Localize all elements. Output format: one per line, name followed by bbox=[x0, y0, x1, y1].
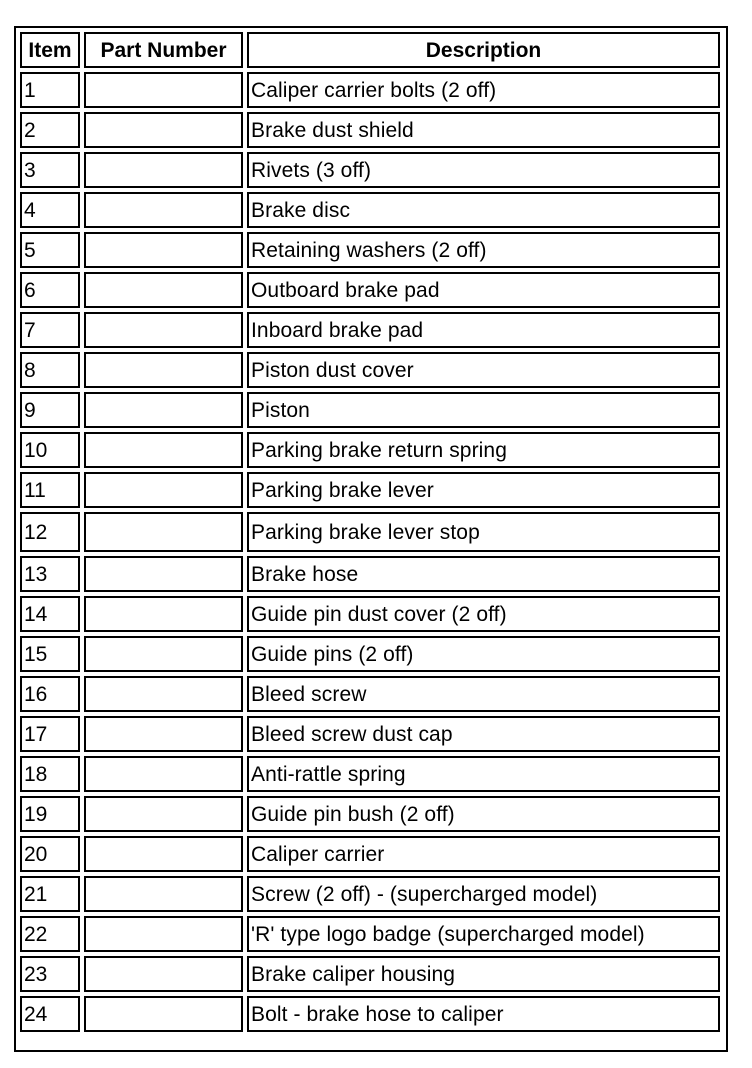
table-header-row bbox=[20, 32, 720, 68]
part-number-cell bbox=[84, 876, 243, 912]
part-number-cell bbox=[84, 512, 243, 552]
table-row bbox=[20, 232, 720, 268]
description-cell: Retaining washers (2 off) bbox=[247, 232, 720, 268]
item-number-cell: 18 bbox=[20, 756, 80, 792]
item-number-cell: 7 bbox=[20, 312, 80, 348]
item-number-cell: 6 bbox=[20, 272, 80, 308]
table-row bbox=[20, 956, 720, 992]
part-number-cell bbox=[84, 312, 243, 348]
description-cell: Guide pins (2 off) bbox=[247, 636, 720, 672]
item-number-cell: 10 bbox=[20, 432, 80, 468]
item-number-cell: 21 bbox=[20, 876, 80, 912]
item-number-cell: 22 bbox=[20, 916, 80, 952]
table-row bbox=[20, 272, 720, 308]
item-number-cell: 2 bbox=[20, 112, 80, 148]
part-number-cell bbox=[84, 836, 243, 872]
item-number-cell: 15 bbox=[20, 636, 80, 672]
table-row bbox=[20, 836, 720, 872]
description-cell: Piston dust cover bbox=[247, 352, 720, 388]
table-row bbox=[20, 72, 720, 108]
item-number-cell: 20 bbox=[20, 836, 80, 872]
description-cell: Caliper carrier bbox=[247, 836, 720, 872]
table-row bbox=[20, 432, 720, 468]
description-cell: Screw (2 off) - (supercharged model) bbox=[247, 876, 720, 912]
table-row bbox=[20, 556, 720, 592]
table-row bbox=[20, 676, 720, 712]
description-cell: Piston bbox=[247, 392, 720, 428]
item-number-cell: 16 bbox=[20, 676, 80, 712]
item-number-cell: 12 bbox=[20, 512, 80, 552]
description-cell: Parking brake lever stop bbox=[247, 512, 720, 552]
part-number-cell bbox=[84, 272, 243, 308]
table-row bbox=[20, 636, 720, 672]
item-number-cell: 24 bbox=[20, 996, 80, 1032]
item-number-cell: 1 bbox=[20, 72, 80, 108]
item-number-cell: 8 bbox=[20, 352, 80, 388]
item-number-cell: 13 bbox=[20, 556, 80, 592]
table-row bbox=[20, 472, 720, 508]
part-number-cell bbox=[84, 556, 243, 592]
part-number-cell bbox=[84, 716, 243, 752]
table-row bbox=[20, 512, 720, 552]
table-row bbox=[20, 916, 720, 952]
item-number-cell: 9 bbox=[20, 392, 80, 428]
table-row bbox=[20, 112, 720, 148]
description-cell: Parking brake return spring bbox=[247, 432, 720, 468]
table-row bbox=[20, 352, 720, 388]
parts-table-frame bbox=[14, 26, 728, 1052]
item-number-cell: 11 bbox=[20, 472, 80, 508]
description-cell: Bolt - brake hose to caliper bbox=[247, 996, 720, 1032]
part-number-cell bbox=[84, 916, 243, 952]
item-number-cell: 17 bbox=[20, 716, 80, 752]
item-number-cell: 14 bbox=[20, 596, 80, 632]
part-number-cell bbox=[84, 756, 243, 792]
item-number-cell: 5 bbox=[20, 232, 80, 268]
description-cell: Caliper carrier bolts (2 off) bbox=[247, 72, 720, 108]
part-number-cell bbox=[84, 676, 243, 712]
table-row bbox=[20, 312, 720, 348]
part-number-cell bbox=[84, 232, 243, 268]
part-number-cell bbox=[84, 392, 243, 428]
table-row bbox=[20, 392, 720, 428]
description-cell: Bleed screw dust cap bbox=[247, 716, 720, 752]
table-row bbox=[20, 756, 720, 792]
column-header-item: Item bbox=[20, 32, 80, 68]
part-number-cell bbox=[84, 596, 243, 632]
part-number-cell bbox=[84, 352, 243, 388]
table-row bbox=[20, 796, 720, 832]
column-header-description: Description bbox=[247, 32, 720, 68]
description-cell: Brake dust shield bbox=[247, 112, 720, 148]
part-number-cell bbox=[84, 192, 243, 228]
part-number-cell bbox=[84, 956, 243, 992]
table-row bbox=[20, 152, 720, 188]
description-cell: Brake hose bbox=[247, 556, 720, 592]
table-row bbox=[20, 876, 720, 912]
table-row bbox=[20, 192, 720, 228]
part-number-cell bbox=[84, 636, 243, 672]
description-cell: Inboard brake pad bbox=[247, 312, 720, 348]
item-number-cell: 23 bbox=[20, 956, 80, 992]
item-number-cell: 19 bbox=[20, 796, 80, 832]
item-number-cell: 4 bbox=[20, 192, 80, 228]
description-cell: Bleed screw bbox=[247, 676, 720, 712]
table-row bbox=[20, 596, 720, 632]
table-row bbox=[20, 996, 720, 1032]
description-cell: Brake caliper housing bbox=[247, 956, 720, 992]
part-number-cell bbox=[84, 796, 243, 832]
part-number-cell bbox=[84, 152, 243, 188]
table-row bbox=[20, 716, 720, 752]
description-cell: 'R' type logo badge (supercharged model) bbox=[247, 916, 720, 952]
item-number-cell: 3 bbox=[20, 152, 80, 188]
part-number-cell bbox=[84, 432, 243, 468]
parts-table bbox=[16, 28, 724, 1036]
description-cell: Parking brake lever bbox=[247, 472, 720, 508]
description-cell: Guide pin bush (2 off) bbox=[247, 796, 720, 832]
description-cell: Anti-rattle spring bbox=[247, 756, 720, 792]
description-cell: Outboard brake pad bbox=[247, 272, 720, 308]
part-number-cell bbox=[84, 472, 243, 508]
part-number-cell bbox=[84, 996, 243, 1032]
part-number-cell bbox=[84, 112, 243, 148]
table-body bbox=[20, 72, 720, 1032]
description-cell: Brake disc bbox=[247, 192, 720, 228]
description-cell: Rivets (3 off) bbox=[247, 152, 720, 188]
column-header-part-number: Part Number bbox=[84, 32, 243, 68]
description-cell: Guide pin dust cover (2 off) bbox=[247, 596, 720, 632]
part-number-cell bbox=[84, 72, 243, 108]
